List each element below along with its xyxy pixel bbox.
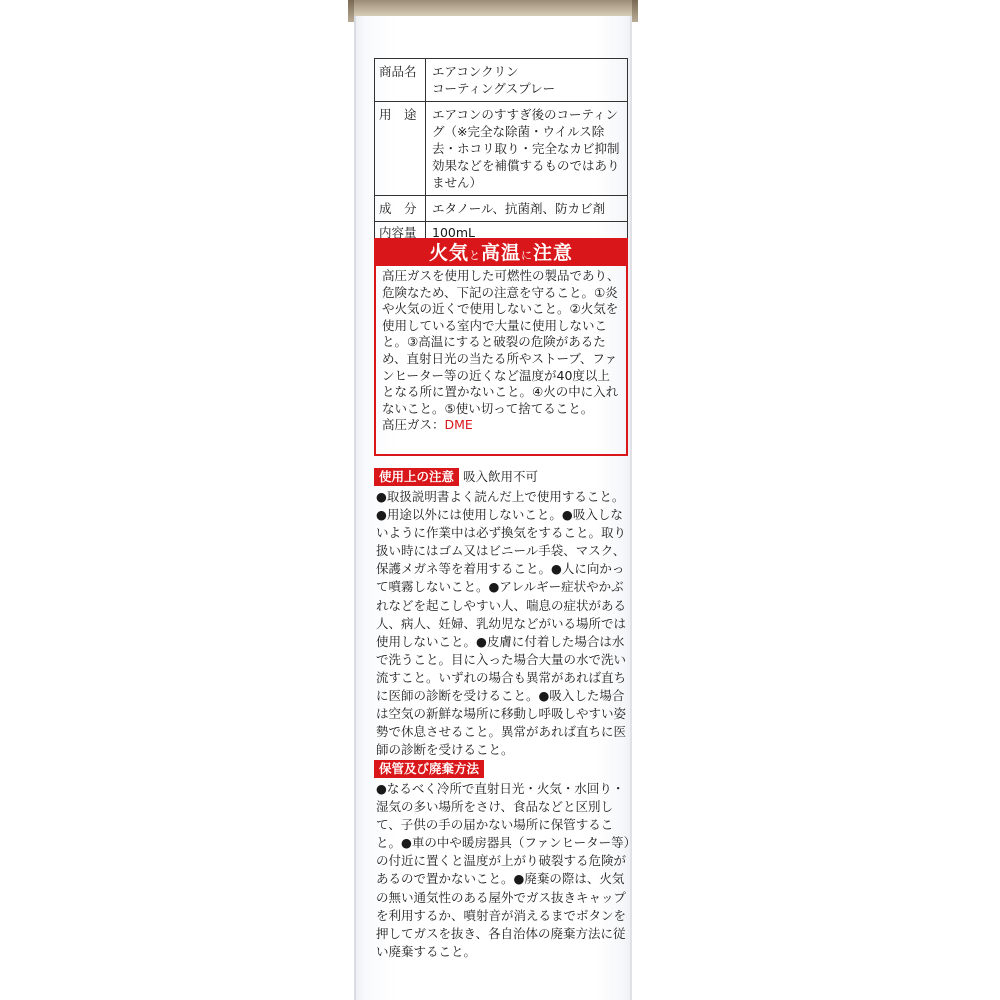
usage-body	[376, 488, 630, 759]
warning-body	[376, 266, 626, 436]
usage-section-header	[374, 468, 538, 486]
box-top-flap	[354, 0, 632, 16]
spec-value: エアコンクリン コーティングスプレー	[426, 59, 628, 102]
warning-title-caution: 注意	[533, 242, 574, 264]
gas-line	[382, 417, 620, 434]
storage-section-header	[374, 760, 484, 778]
warning-title-ni: に	[521, 249, 533, 262]
usage-note: 吸入飲用不可	[463, 469, 539, 484]
warning-title-to: と	[468, 249, 481, 262]
spec-key: 用 途	[375, 102, 426, 196]
spec-row-name	[375, 59, 628, 102]
usage-text: ●取扱説明書よく読んだ上で使用すること。●用途以外には使用しないこと。●吸入しないように作業中は必ず換気をすること。取り扱い時にはゴム又はビニール手袋、マスク、保護メガネ等を着用すること。●人に向かって噴霧しないこと。●アレルギー症状やかぶれなどを起こしやすい人、喘息の症状がある人、病人、妊婦、乳幼児などがいる場所では使用しないこと。●皮膚に付着した場合は水で洗うこと。目に入った場合大量の水で洗い流すこと。いずれの場合も異常があれば直ちに医師の診断を受けること。●吸入した場合は空気の新鮮な場所に移動し呼吸しやすい姿勢で休息させること。異常があれば直ちに医師の診断を受けること。	[376, 489, 627, 758]
spec-key: 商品名	[375, 59, 426, 102]
storage-badge: 保管及び廃棄方法	[374, 760, 484, 778]
spec-table	[374, 58, 628, 244]
spec-key: 成 分	[375, 196, 426, 222]
warning-text: 高圧ガスを使用した可燃性の製品であり、危険なため、下記の注意を守ること。①炎や火気の近くで使用しないこと。②火気を使用している室内で大量に使用しないこと。③高温にすると破裂の危険があるため、直射日光の当たる所やストーブ、ファンヒーター等の近くなど温度が40度以上となる所に置かないこと。④火の中に入れないこと。⑤使い切って捨てること。	[382, 268, 620, 416]
gas-label: 高圧ガス：	[382, 417, 445, 433]
fire-heat-warning-box	[374, 238, 628, 456]
storage-text: ●なるべく冷所で直射日光・火気・水回り・湿気の多い場所をさけ、食品などと区別して、子供の手の届かない場所に保管すること。●車の中や暖房器具（ファンヒーター等）の付近に置くと温度が上がり破裂する危険があるので置かないこと。●廃棄の際は、火気の無い通気性のある屋外でガス抜きキャップを利用するか、噴射音が消えるまでボタンを押してガスを抜き、各自治体の廃棄方法に従い廃棄すること。	[376, 781, 630, 959]
usage-badge: 使用上の注意	[374, 468, 459, 486]
spec-row-use	[375, 102, 628, 196]
spec-value: エアコンのすすぎ後のコーティング（※完全な除菌・ウイルス除去・ホコリ取り・完全なカビ抑制効果などを補償するものではありません）	[426, 102, 628, 196]
spec-row-ingredients	[375, 196, 628, 222]
spec-value: エタノール、抗菌剤、防カビ剤	[426, 196, 628, 222]
warning-title-heat: 高温	[480, 242, 521, 264]
spec-value: 100mL	[426, 222, 628, 244]
spec-key: 内容量	[375, 222, 426, 244]
warning-title	[376, 240, 626, 266]
gas-value: DME	[444, 417, 473, 433]
storage-body	[376, 780, 630, 961]
warning-title-fire: 火気	[428, 242, 469, 264]
